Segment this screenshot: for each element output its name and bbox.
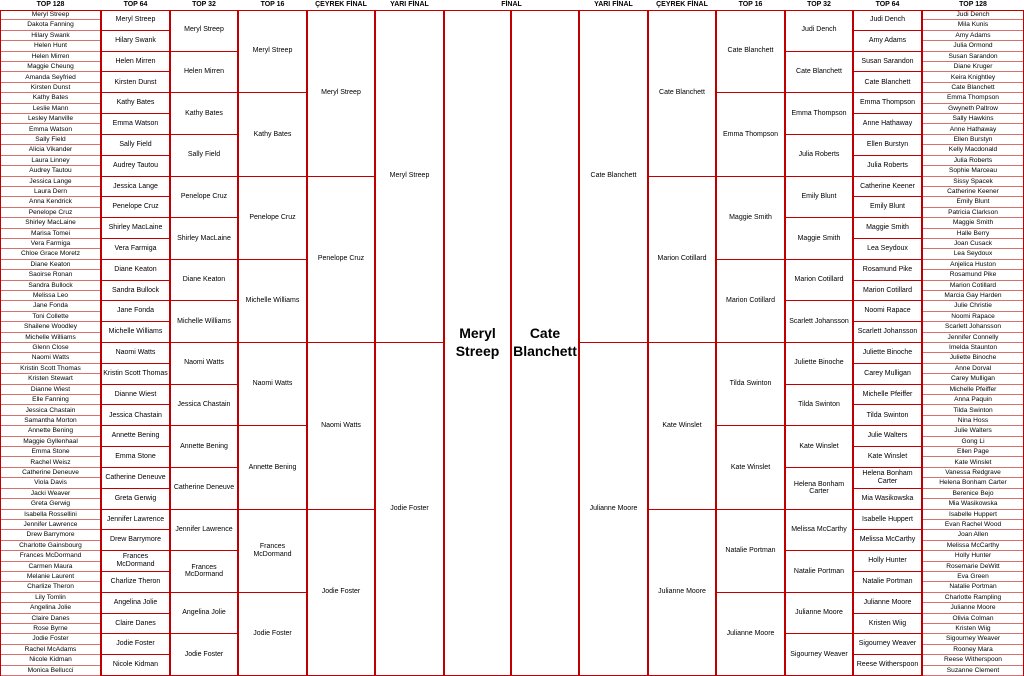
bracket-entry: Hilary Swank [1, 31, 100, 41]
bracket-entry: Claire Danes [1, 614, 100, 624]
left-round-list [375, 10, 444, 676]
bracket-entry: Jessica Lange [1, 177, 100, 187]
bracket-entry: Meryl Streep [308, 10, 374, 177]
bracket-entry: Maggie Smith [717, 177, 784, 260]
bracket-entry: Annette Bening [102, 426, 169, 447]
bracket-entry: Sophie Marceau [923, 166, 1023, 176]
bracket-entry: Melanie Laurent [1, 572, 100, 582]
bracket-entry: Ellen Burstyn [923, 135, 1023, 145]
bracket-entry: Helen Mirren [102, 52, 169, 73]
bracket-entry: Angelina Jolie [171, 593, 237, 635]
left-round-header: TOP 16 [238, 0, 307, 11]
left-round-list [101, 10, 170, 676]
bracket-entry: Carmen Maura [1, 562, 100, 572]
bracket-entry: Charlize Theron [1, 582, 100, 592]
bracket-entry: Marion Cotillard [786, 260, 852, 302]
bracket-entry: Carey Mulligan [854, 364, 921, 385]
bracket-entry: Vanessa Redgrave [923, 468, 1023, 478]
bracket-entry: Sally Hawkins [923, 114, 1023, 124]
bracket-entry: Julianne Moore [580, 343, 647, 676]
right-round-list [922, 10, 1024, 676]
bracket-entry: Kate Winslet [717, 426, 784, 509]
left-round-list [307, 10, 375, 676]
bracket-entry: Gong Li [923, 437, 1023, 447]
bracket-entry: Marion Cotillard [923, 281, 1023, 291]
bracket-entry: Rachel Weisz [1, 457, 100, 467]
bracket-entry: Natalie Portman [717, 510, 784, 593]
bracket-entry: Kate Winslet [786, 426, 852, 468]
bracket-entry: Naomi Watts [239, 343, 306, 426]
bracket-entry: Berenice Bejo [923, 489, 1023, 499]
bracket-entry: Viola Davis [1, 478, 100, 488]
bracket-entry: Julianne Moore [649, 510, 715, 676]
bracket-entry: Sigourney Weaver [854, 634, 921, 655]
bracket-entry: Frances McDormand [102, 551, 169, 572]
bracket-entry: Joan Allen [923, 530, 1023, 540]
bracket-entry: Naomi Watts [308, 343, 374, 510]
bracket-entry: Rosamund Pike [854, 260, 921, 281]
bracket-entry: Natalie Portman [923, 582, 1023, 592]
bracket-entry: Cate Blanchett [854, 72, 921, 93]
bracket-entry: Jessica Chastain [1, 405, 100, 415]
bracket-entry: Jessica Chastain [171, 385, 237, 427]
bracket-entry: Kathy Bates [1, 93, 100, 103]
bracket-entry: Catherine Deneuve [171, 468, 237, 510]
bracket-entry: Sally Field [171, 135, 237, 177]
bracket-entry: Gwyneth Paltrow [923, 104, 1023, 114]
right-round-column-2 [648, 0, 716, 676]
bracket-entry: Kristen Stewart [1, 374, 100, 384]
right-round-column-6 [922, 0, 1024, 676]
bracket-entry: Marion Cotillard [717, 260, 784, 343]
bracket-entry: Reese Witherspoon [923, 655, 1023, 665]
bracket-entry: Olivia Colman [923, 614, 1023, 624]
bracket-entry: Sandra Bullock [102, 281, 169, 302]
bracket-entry: Laura Linney [1, 156, 100, 166]
bracket-entry: Audrey Tautou [1, 166, 100, 176]
bracket-entry: Marion Cotillard [649, 177, 715, 344]
bracket-entry: Diane Keaton [1, 260, 100, 270]
bracket-entry: Anna Paquin [923, 395, 1023, 405]
bracket-entry: Nina Hoss [923, 416, 1023, 426]
bracket-entry: Anne Hathaway [923, 124, 1023, 134]
bracket-entry: Sally Field [102, 135, 169, 156]
left-round-header: TOP 32 [170, 0, 238, 11]
bracket-entry: Julia Roberts [923, 156, 1023, 166]
bracket-entry: Jennifer Lawrence [102, 510, 169, 531]
bracket-entry: Penelope Cruz [239, 177, 306, 260]
left-round-column-1 [0, 0, 101, 676]
bracket-entry: Cate Blanchett [786, 52, 852, 94]
bracket-entry: Jacki Weaver [1, 489, 100, 499]
bracket-entry: Meryl Streep [376, 10, 443, 343]
bracket-entry: Naomi Watts [1, 353, 100, 363]
bracket-entry: Patricia Clarkson [923, 208, 1023, 218]
bracket-entry: Sissy Spacek [923, 177, 1023, 187]
bracket-entry: Juliette Binoche [786, 343, 852, 385]
bracket-entry: Helena Bonham Carter [854, 468, 921, 489]
bracket-entry: Juliette Binoche [854, 343, 921, 364]
bracket-entry: Shailene Woodley [1, 322, 100, 332]
bracket-entry: Monica Bellucci [1, 666, 100, 676]
bracket-entry: Annette Bening [1, 426, 100, 436]
bracket-entry: Dianne Wiest [102, 385, 169, 406]
bracket-entry: Melissa Leo [1, 291, 100, 301]
bracket-entry: Carey Mulligan [923, 374, 1023, 384]
bracket-entry: Ellen Page [923, 447, 1023, 457]
bracket-entry: Anne Dorval [923, 364, 1023, 374]
bracket-entry: Lily Tomlin [1, 593, 100, 603]
bracket-entry: Kelly Macdonald [923, 145, 1023, 155]
bracket-entry: Rosemarie DeWitt [923, 562, 1023, 572]
left-round-header: TOP 128 [0, 0, 101, 11]
bracket-entry: Jodie Foster [1, 634, 100, 644]
bracket-entry: Penelope Cruz [171, 177, 237, 219]
final-right-winner [511, 10, 579, 676]
bracket-entry: Jessica Lange [102, 177, 169, 198]
right-round-column-1 [579, 0, 648, 676]
final-left-name: Meryl Streep [455, 325, 500, 359]
bracket-entry: Melissa McCarthy [923, 541, 1023, 551]
bracket-entry: Catherine Deneuve [102, 468, 169, 489]
bracket-entry: Naomi Watts [171, 343, 237, 385]
right-round-list [648, 10, 716, 676]
right-round-header: TOP 32 [785, 0, 853, 11]
bracket-entry: Jodie Foster [239, 593, 306, 676]
right-round-list [785, 10, 853, 676]
bracket-entry: Evan Rachel Wood [923, 520, 1023, 530]
bracket-entry: Vera Farmiga [1, 239, 100, 249]
bracket-entry: Kate Winslet [854, 447, 921, 468]
bracket-entry: Michelle Williams [1, 333, 100, 343]
bracket-entry: Keira Knightley [923, 72, 1023, 82]
bracket-entry: Greta Gerwig [102, 489, 169, 510]
bracket-entry: Jodie Foster [376, 343, 443, 676]
right-round-list [716, 10, 785, 676]
bracket-entry: Anne Hathaway [854, 114, 921, 135]
bracket-entry: Penelope Cruz [1, 208, 100, 218]
bracket-entry: Noomi Rapace [854, 301, 921, 322]
bracket-entry: Michelle Williams [102, 322, 169, 343]
bracket-entry: Charlotte Rampling [923, 593, 1023, 603]
bracket-entry: Shirley MacLaine [1, 218, 100, 228]
right-round-header: TOP 128 [922, 0, 1024, 11]
bracket-entry: Angelina Jolie [102, 593, 169, 614]
bracket-entry: Elle Fanning [1, 395, 100, 405]
left-round-header: YARI FİNAL [375, 0, 444, 11]
right-round-column-5 [853, 0, 922, 676]
bracket-entry: Dianne Wiest [1, 385, 100, 395]
bracket-entry: Jennifer Lawrence [171, 510, 237, 552]
bracket-entry: Jodie Foster [308, 510, 374, 676]
left-round-column-5 [307, 0, 375, 676]
right-round-list [579, 10, 648, 676]
bracket-entry: Maggie Smith [854, 218, 921, 239]
bracket-entry: Susan Sarandon [854, 52, 921, 73]
bracket-entry: Natalie Portman [786, 551, 852, 593]
bracket-entry: Kirsten Dunst [102, 72, 169, 93]
bracket-entry: Emma Thompson [786, 93, 852, 135]
bracket-entry: Judi Dench [923, 10, 1023, 20]
bracket-entry: Isabelle Huppert [854, 510, 921, 531]
bracket-entry: Ellen Burstyn [854, 135, 921, 156]
right-round-column-3 [716, 0, 785, 676]
bracket-entry: Nicole Kidman [1, 655, 100, 665]
bracket-entry: Nicole Kidman [102, 655, 169, 676]
bracket-entry: Sigourney Weaver [786, 634, 852, 676]
bracket-entry: Kathy Bates [171, 93, 237, 135]
bracket-entry: Emma Thompson [854, 93, 921, 114]
bracket-entry: Julianne Moore [923, 603, 1023, 613]
bracket-entry: Sally Field [1, 135, 100, 145]
bracket-entry: Hilary Swank [102, 31, 169, 52]
bracket-entry: Meryl Streep [1, 10, 100, 20]
bracket-entry: Dakota Fanning [1, 20, 100, 30]
bracket-entry: Saoirse Ronan [1, 270, 100, 280]
bracket-entry: Helen Mirren [171, 52, 237, 94]
bracket-entry: Greta Gerwig [1, 499, 100, 509]
bracket-entry: Emma Stone [102, 447, 169, 468]
bracket-entry: Juliette Binoche [923, 353, 1023, 363]
bracket-entry: Claire Danes [102, 614, 169, 635]
left-round-header: ÇEYREK FİNAL [307, 0, 375, 11]
bracket-entry: Emily Blunt [786, 177, 852, 219]
bracket-entry: Maggie Smith [786, 218, 852, 260]
final-right-name: Cate Blanchett [513, 325, 577, 359]
bracket-entry: Emma Thompson [923, 93, 1023, 103]
bracket-entry: Amanda Seyfried [1, 72, 100, 82]
bracket-entry: Emma Watson [102, 114, 169, 135]
bracket-entry: Kate Winslet [649, 343, 715, 510]
bracket-entry: Julia Roberts [854, 156, 921, 177]
bracket-entry: Chloe Grace Moretz [1, 249, 100, 259]
bracket-entry: Drew Barrymore [102, 530, 169, 551]
bracket-entry: Scarlett Johansson [854, 322, 921, 343]
bracket-entry: Anna Kendrick [1, 197, 100, 207]
bracket-entry: Julia Roberts [786, 135, 852, 177]
bracket-entry: Julie Walters [923, 426, 1023, 436]
bracket-entry: Judi Dench [786, 10, 852, 52]
bracket-entry: Emma Stone [1, 447, 100, 457]
bracket-entry: Kirsten Dunst [1, 83, 100, 93]
left-round-header: TOP 64 [101, 0, 170, 11]
bracket-entry: Julie Christie [923, 301, 1023, 311]
bracket-entry: Vera Farmiga [102, 239, 169, 260]
bracket-entry: Frances McDormand [239, 510, 306, 593]
bracket-entry: Noomi Rapace [923, 312, 1023, 322]
right-round-header: TOP 64 [853, 0, 922, 11]
bracket-entry: Diane Keaton [102, 260, 169, 281]
bracket-entry: Isabella Rossellini [1, 510, 100, 520]
bracket-entry: Kristen Wiig [923, 624, 1023, 634]
bracket-entry: Kristen Wiig [854, 614, 921, 635]
bracket-entry: Kristin Scott Thomas [102, 364, 169, 385]
bracket-entry: Lesley Manville [1, 114, 100, 124]
final-left-winner [444, 10, 511, 676]
left-round-column-4 [238, 0, 307, 676]
bracket-entry: Amy Adams [923, 31, 1023, 41]
bracket-entry: Laura Dern [1, 187, 100, 197]
bracket-entry: Drew Barrymore [1, 530, 100, 540]
bracket-entry: Jane Fonda [1, 301, 100, 311]
bracket-entry: Maggie Gyllenhaal [1, 437, 100, 447]
bracket-entry: Mia Wasikowska [923, 499, 1023, 509]
bracket-entry: Suzanne Clement [923, 666, 1023, 676]
bracket-entry: Holly Hunter [923, 551, 1023, 561]
bracket-entry: Kathy Bates [102, 93, 169, 114]
bracket-entry: Michelle Williams [239, 260, 306, 343]
bracket-entry: Marcia Gay Harden [923, 291, 1023, 301]
bracket-entry: Sigourney Weaver [923, 634, 1023, 644]
bracket-entry: Emma Thompson [717, 93, 784, 176]
bracket-entry: Michelle Williams [171, 301, 237, 343]
bracket-entry: Annette Bening [171, 426, 237, 468]
bracket-entry: Julianne Moore [786, 593, 852, 635]
bracket-entry: Imelda Staunton [923, 343, 1023, 353]
bracket-entry: Shirley MacLaine [171, 218, 237, 260]
bracket-entry: Helen Mirren [1, 52, 100, 62]
bracket-entry: Emma Watson [1, 124, 100, 134]
bracket-entry: Frances McDormand [171, 551, 237, 593]
bracket-entry: Tilda Swinton [717, 343, 784, 426]
bracket-entry: Penelope Cruz [308, 177, 374, 344]
bracket-entry: Leslie Mann [1, 104, 100, 114]
bracket-entry: Rachel McAdams [1, 645, 100, 655]
bracket-entry: Lea Seydoux [854, 239, 921, 260]
bracket-entry: Tilda Swinton [854, 405, 921, 426]
bracket-entry: Susan Sarandon [923, 52, 1023, 62]
bracket-entry: Maggie Smith [923, 218, 1023, 228]
left-round-column-3 [170, 0, 238, 676]
bracket-entry: Samantha Morton [1, 416, 100, 426]
bracket-entry: Alicia Vikander [1, 145, 100, 155]
right-round-column-4 [785, 0, 853, 676]
bracket-entry: Mila Kunis [923, 20, 1023, 30]
right-round-header: YARI FİNAL [579, 0, 648, 11]
bracket-entry: Kate Winslet [923, 457, 1023, 467]
bracket-entry: Catherine Keener [854, 177, 921, 198]
bracket-entry: Scarlett Johansson [786, 301, 852, 343]
bracket-entry: Charlize Theron [102, 572, 169, 593]
bracket-entry: Rooney Mara [923, 645, 1023, 655]
bracket-entry: Julianne Moore [854, 593, 921, 614]
bracket-entry: Penelope Cruz [102, 197, 169, 218]
bracket-entry: Diane Kruger [923, 62, 1023, 72]
right-round-header: TOP 16 [716, 0, 785, 11]
bracket-entry: Lea Seydoux [923, 249, 1023, 259]
bracket-entry: Helena Bonham Carter [786, 468, 852, 510]
bracket-entry: Emily Blunt [923, 197, 1023, 207]
bracket-entry: Jane Fonda [102, 301, 169, 322]
bracket-entry: Reese Witherspoon [854, 655, 921, 676]
bracket-entry: Tilda Swinton [786, 385, 852, 427]
bracket-entry: Melissa McCarthy [786, 510, 852, 552]
bracket-entry: Jessica Chastain [102, 405, 169, 426]
bracket-entry: Mia Wasikowska [854, 489, 921, 510]
left-round-list [0, 10, 101, 676]
bracket-entry: Eva Green [923, 572, 1023, 582]
bracket-entry: Anjelica Huston [923, 260, 1023, 270]
bracket-entry: Diane Keaton [171, 260, 237, 302]
bracket-entry: Halle Berry [923, 229, 1023, 239]
bracket-entry: Audrey Tautou [102, 156, 169, 177]
bracket-entry: Sandra Bullock [1, 281, 100, 291]
bracket-entry: Jennifer Connelly [923, 333, 1023, 343]
bracket-entry: Naomi Watts [102, 343, 169, 364]
bracket-entry: Amy Adams [854, 31, 921, 52]
bracket-entry: Marisa Tomei [1, 229, 100, 239]
bracket-entry: Judi Dench [854, 10, 921, 31]
bracket-entry: Helen Hunt [1, 41, 100, 51]
bracket-entry: Rose Byrne [1, 624, 100, 634]
bracket-entry: Michelle Pfeiffer [854, 385, 921, 406]
bracket-entry: Annette Bening [239, 426, 306, 509]
bracket-entry: Julie Walters [854, 426, 921, 447]
bracket-entry: Catherine Deneuve [1, 468, 100, 478]
right-round-header: ÇEYREK FİNAL [648, 0, 716, 11]
bracket-entry: Marion Cotillard [854, 281, 921, 302]
bracket-entry: Holly Hunter [854, 551, 921, 572]
bracket-entry: Glenn Close [1, 343, 100, 353]
bracket-entry: Maggie Cheung [1, 62, 100, 72]
bracket-entry: Charlotte Gainsbourg [1, 541, 100, 551]
bracket-entry: Angelina Jolie [1, 603, 100, 613]
final-header: FİNAL [444, 0, 579, 11]
bracket-entry: Jodie Foster [102, 634, 169, 655]
bracket-entry: Isabelle Huppert [923, 510, 1023, 520]
left-round-list [170, 10, 238, 676]
bracket-entry: Tilda Swinton [923, 405, 1023, 415]
bracket-entry: Cate Blanchett [649, 10, 715, 177]
right-round-list [853, 10, 922, 676]
left-round-column-2 [101, 0, 170, 676]
bracket-entry: Cate Blanchett [717, 10, 784, 93]
bracket-entry: Catherine Keener [923, 187, 1023, 197]
bracket-entry: Shirley MacLaine [102, 218, 169, 239]
bracket-entry: Meryl Streep [102, 10, 169, 31]
bracket-entry: Jennifer Lawrence [1, 520, 100, 530]
bracket-entry: Emily Blunt [854, 197, 921, 218]
bracket-entry: Kristin Scott Thomas [1, 364, 100, 374]
bracket-entry: Kathy Bates [239, 93, 306, 176]
left-round-column-6 [375, 0, 444, 676]
bracket-entry: Helena Bonham Carter [923, 478, 1023, 488]
bracket-entry: Joan Cusack [923, 239, 1023, 249]
bracket-entry: Rosamund Pike [923, 270, 1023, 280]
bracket-entry: Natalie Portman [854, 572, 921, 593]
bracket-entry: Scarlett Johansson [923, 322, 1023, 332]
bracket-entry: Meryl Streep [239, 10, 306, 93]
bracket-entry: Jodie Foster [171, 634, 237, 676]
bracket-entry: Julianne Moore [717, 593, 784, 676]
bracket-entry: Melissa McCarthy [854, 530, 921, 551]
bracket-entry: Cate Blanchett [580, 10, 647, 343]
bracket-entry: Cate Blanchett [923, 83, 1023, 93]
bracket-entry: Frances McDormand [1, 551, 100, 561]
bracket-entry: Julia Ormond [923, 41, 1023, 51]
bracket-entry: Meryl Streep [171, 10, 237, 52]
bracket-entry: Michelle Pfeiffer [923, 385, 1023, 395]
bracket-entry: Toni Collette [1, 312, 100, 322]
left-round-list [238, 10, 307, 676]
